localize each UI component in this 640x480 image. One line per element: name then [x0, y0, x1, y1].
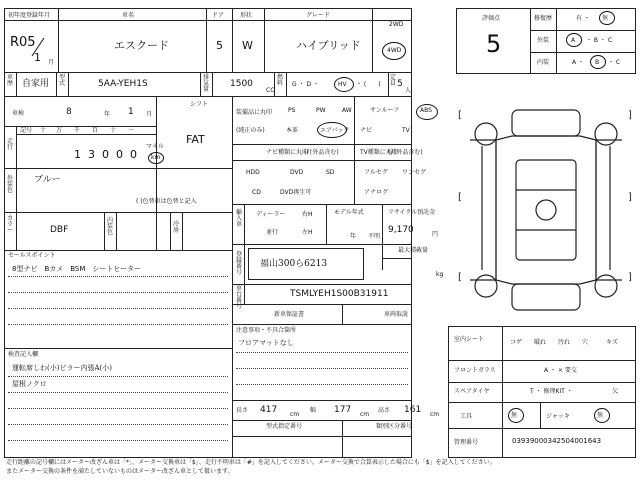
car-diagram: [456, 100, 636, 320]
equipment-item: ABS: [420, 107, 432, 114]
mileage-digit-header: 十: [110, 127, 117, 134]
reg-year: R05: [10, 35, 36, 50]
svg-text:]: ]: [628, 192, 632, 203]
nav-type-sub: (社外品含む): [304, 149, 339, 156]
equipment-item: 本革: [286, 127, 299, 134]
shape-value: W: [242, 39, 253, 52]
model-year-unknown: 不明: [368, 233, 381, 240]
model-year-label: モデル年式: [334, 209, 364, 216]
length-value: 417: [260, 405, 278, 415]
height-value: 161: [404, 405, 422, 415]
warranty-new: 新車保証書: [274, 311, 305, 318]
equipment-label: 装備品に丸印: [236, 109, 273, 116]
tools-label: 工具: [460, 413, 473, 420]
svg-text:[: [: [458, 272, 462, 283]
mileage-digit-header: 記号: [20, 127, 33, 134]
width-label: 幅: [310, 407, 317, 414]
seat-item: 穴: [582, 339, 589, 346]
length-unit: cm: [290, 411, 300, 418]
mileage-digit: 0: [102, 148, 109, 161]
import-left: 左H: [302, 229, 313, 236]
mileage-digit-header: 十: [40, 127, 47, 134]
plate-number: 福山300ら6213: [260, 259, 328, 269]
capacity-value: 5: [397, 79, 403, 89]
caution-label: 注意事項・不具合箇所: [236, 327, 297, 334]
slash-mark: [28, 36, 48, 58]
exterior-color: ブルー: [34, 175, 61, 185]
footer-line-2: またメーター交換の条件を満たしていないものはメーター改ざん車として扱います。: [6, 468, 234, 475]
recycle-amount: 9,170: [388, 225, 414, 235]
height-unit: cm: [430, 411, 440, 418]
vin-value: TSMLYEH1S00B31911: [290, 289, 389, 299]
equipment-item: ナビ: [360, 127, 373, 134]
windshield-value: A ・ × 要交: [544, 367, 577, 374]
mileage-digit-header: 一: [128, 127, 135, 134]
equipment-item: TV: [402, 127, 410, 134]
equipment-item: PS: [288, 107, 296, 114]
cc-unit: CC: [266, 87, 275, 94]
model-year-unit: 年: [350, 233, 357, 240]
seat-label: 室内シート: [454, 336, 485, 343]
reg-date-label: 初年度登録年月: [8, 12, 51, 19]
length-label: 長さ: [236, 407, 249, 414]
tv-type-label: TV種類に丸印: [360, 149, 398, 156]
car-name: エスクード: [114, 39, 169, 52]
shift-value: FAT: [186, 133, 205, 146]
nav-dvd: DVD: [290, 169, 304, 176]
width-unit: cm: [360, 411, 370, 418]
nav-type-label: ナビ種類に丸印: [266, 149, 309, 156]
reg-month-unit: 月: [48, 59, 55, 66]
seat-item: キズ: [606, 339, 618, 346]
warranty-manual: 車両取説: [384, 311, 409, 318]
import-right: 右H: [302, 211, 313, 218]
height-label: 高さ: [378, 407, 391, 414]
abs-circle: [416, 104, 438, 120]
drive-4wd: 4WD: [387, 47, 402, 54]
equipment-item: PW: [316, 107, 326, 114]
exterior-grade-label: 外装: [537, 37, 550, 44]
unit-mile: マイル: [146, 143, 164, 150]
tools-value: 無: [511, 412, 518, 419]
jack-value: 無: [597, 412, 604, 419]
max-load-label: 最大積載量: [398, 247, 429, 254]
mgmt-number: 03939000342504001643: [512, 437, 602, 445]
repair-label: 修復歴: [534, 15, 553, 22]
reg-month: 1: [34, 51, 41, 64]
nav-sd: SD: [326, 169, 335, 176]
mileage-digit: 3: [88, 148, 95, 161]
displacement-label: 排気量: [203, 74, 210, 93]
class-id-label: 類別区分番号: [376, 423, 413, 430]
repair-options: 有 ・: [576, 15, 590, 22]
mileage-digit-header: 百: [92, 127, 99, 134]
inspection-month-unit: 月: [146, 111, 153, 118]
capacity-label: 定員: [390, 74, 397, 87]
inspection-year: 8: [66, 107, 72, 117]
shape-label: 形状: [240, 12, 253, 19]
equipment-item: エアバック: [320, 127, 350, 134]
car-name-label: 車名: [122, 12, 135, 19]
mileage-digit: 0: [116, 148, 123, 161]
airbag-circle: [317, 122, 347, 138]
ext-grade-rest: ・ B ・ C: [586, 37, 613, 44]
mileage-digit: 1: [74, 148, 81, 161]
selling-points-text: 8型ナビ Bカメ BSM シートヒーター: [12, 265, 142, 273]
recycle-label: リサイクル預託金: [388, 209, 436, 216]
seat-item: コゲ: [510, 339, 523, 346]
import-parallel: 並行: [266, 229, 279, 236]
drive-2wd: 2WD: [389, 21, 404, 28]
nav-dvd-play: DVD再生可: [280, 189, 312, 196]
int-grade-rest: ・ C: [608, 59, 621, 66]
fuel-options: G ・ D ・: [292, 81, 319, 88]
tv-fullseg: フルセグ: [364, 169, 388, 176]
int-grade-selected: B: [595, 59, 600, 66]
mileage-label: 走行: [7, 138, 14, 151]
color-code-label: カラー: [7, 215, 14, 234]
selling-points-label: セールスポイント: [8, 252, 56, 259]
inspector-notes-label: 検査記入欄: [8, 351, 39, 358]
aircon-label: 冷房: [173, 221, 180, 234]
svg-text:[: [: [458, 192, 462, 203]
tv-type-sub: (社外品含む): [388, 149, 423, 156]
svg-text:[: [: [458, 110, 462, 121]
exterior-note: ( )色替車は色替と記入: [136, 198, 197, 205]
import-dealer: ディーラー: [256, 211, 286, 218]
windshield-label: フロントガラス: [454, 367, 496, 374]
spare-selected: 欠: [612, 388, 619, 395]
footer-line-1: 走行距離の記号欄にはメーター改ざん車は「*」、メーター交換車は「$」、走行不明車は「#」を記入してください。メーター交換で合算表示した場合にも「$」を記入してください。: [6, 459, 496, 466]
exterior-label: 外装色: [7, 175, 14, 194]
equipment-item: サンルーフ: [370, 107, 400, 114]
interior-color-label: 内装色: [107, 217, 114, 236]
repair-selected: 無: [602, 15, 609, 22]
width-value: 177: [334, 405, 352, 415]
vin-label: 車台番号: [236, 285, 243, 310]
fuel-rest: ・ ( ): [356, 81, 381, 88]
grade-label: グレード: [306, 12, 331, 19]
inspection-label: 車検: [12, 110, 25, 117]
shift-label: シフト: [190, 101, 209, 108]
mgmt-label: 管理番号: [454, 439, 479, 446]
equipment-sub: (純正のみ): [236, 127, 265, 134]
seat-item: 破れ: [534, 339, 547, 346]
capacity-unit: 人: [405, 87, 412, 94]
nav-cd: CD: [252, 189, 261, 196]
max-load-unit: kg: [436, 271, 444, 278]
inspection-year-unit: 年: [104, 111, 111, 118]
spare-value: T ・ 修理KIT ・: [530, 388, 573, 395]
inspection-month: 1: [128, 107, 134, 117]
svg-text:]: ]: [628, 110, 632, 121]
recycle-unit: 円: [432, 231, 439, 238]
door-label: ドア: [212, 12, 224, 19]
int-grade-a: A ・: [572, 59, 585, 66]
plate-label: 登録番号: [236, 251, 243, 276]
inspector-note-1: 運転席しわ(小)ピラー内張A(小): [12, 364, 112, 372]
inspection-sheet: [4, 4, 636, 476]
usage-value: 自家用: [22, 79, 50, 89]
type-id-label: 型式指定番号: [266, 423, 303, 430]
equipment-item: AW: [342, 107, 352, 114]
svg-text:]: ]: [628, 272, 632, 283]
mileage-digit-header: 万: [56, 127, 63, 134]
score-value: 5: [486, 30, 502, 58]
tv-oneseg: ワンセグ: [402, 169, 427, 176]
door-count: 5: [216, 39, 223, 52]
import-label: 輸入車: [236, 209, 243, 228]
model-label: 型式: [59, 74, 66, 87]
model-value: 5AA-YEH1S: [98, 79, 148, 89]
fuel-label: 燃料: [277, 74, 284, 87]
color-code: DBF: [50, 225, 69, 235]
ext-grade-selected: A: [571, 37, 576, 44]
interior-grade-label: 内装: [537, 59, 550, 66]
mileage-digit-header: 千: [74, 127, 81, 134]
displacement-value: 1500: [230, 79, 253, 89]
mileage-digit: 0: [130, 148, 137, 161]
caution-text: フロアマットなし: [238, 339, 294, 347]
jack-label: ジャッキ: [546, 413, 570, 420]
seat-item: 汚れ: [558, 339, 571, 346]
tv-analog: アナログ: [364, 189, 389, 196]
nav-hdd: HDD: [246, 169, 260, 176]
score-label: 評価点: [482, 15, 501, 22]
inspector-note-2: 屋根ノクロ: [12, 380, 47, 388]
usage-label: 車歴: [7, 74, 14, 87]
fuel-selected: HV: [338, 81, 347, 88]
unit-km: km: [151, 154, 161, 161]
spare-label: スペアタイヤ: [454, 388, 490, 395]
grade-value: ハイブリッド: [296, 39, 361, 52]
